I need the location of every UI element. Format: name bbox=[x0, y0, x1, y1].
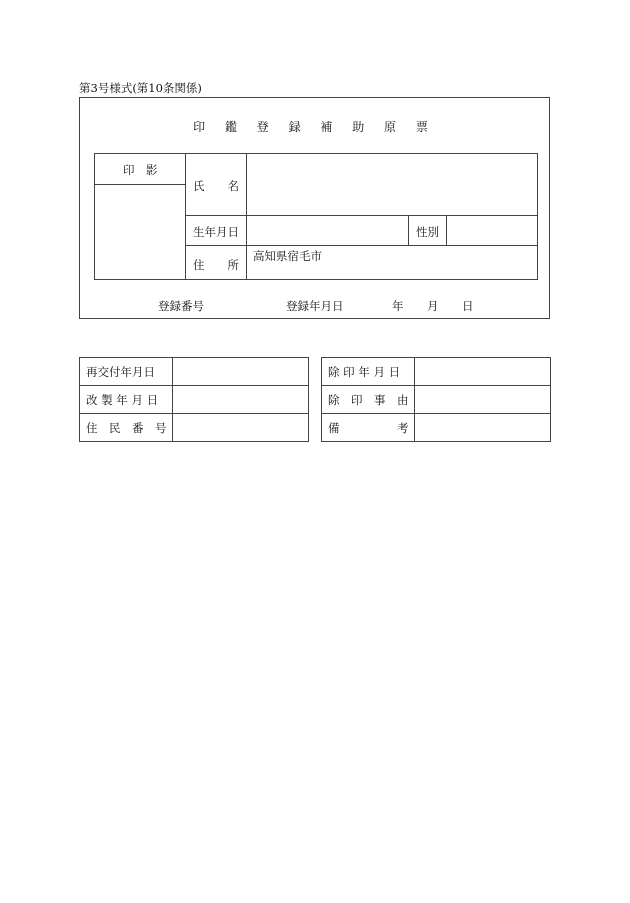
seal-impression-label: 印 影 bbox=[123, 163, 158, 177]
resident-number-label: 住 民 番 号 bbox=[80, 414, 173, 442]
name-label-cell bbox=[185, 153, 247, 216]
resident-number-field[interactable] bbox=[172, 414, 308, 442]
seal-impression-box[interactable] bbox=[94, 184, 186, 280]
reissue-date-label: 再交付年月日 bbox=[80, 358, 173, 386]
table-row bbox=[322, 358, 551, 386]
address-label: 住 所 bbox=[193, 258, 239, 272]
table-row bbox=[80, 386, 309, 414]
birthdate-field[interactable] bbox=[246, 215, 409, 246]
gender-field[interactable] bbox=[446, 215, 538, 246]
removal-reason-field[interactable] bbox=[414, 386, 550, 414]
address-value: 高知県宿毛市 bbox=[253, 249, 322, 263]
removal-reason-label: 除 印 事 由 bbox=[322, 386, 415, 414]
address-label-cell bbox=[185, 245, 247, 280]
table-row bbox=[322, 386, 551, 414]
table-row bbox=[80, 414, 309, 442]
reissue-date-field[interactable] bbox=[172, 358, 308, 386]
form-title: 印 鑑 登 録 補 助 原 票 bbox=[193, 120, 436, 134]
birthdate-label-cell bbox=[185, 215, 247, 246]
gender-label: 性別 bbox=[416, 225, 439, 239]
revision-date-field[interactable] bbox=[172, 386, 308, 414]
table-row bbox=[80, 358, 309, 386]
registration-number-label: 登録番号 bbox=[158, 299, 204, 313]
reissue-table bbox=[79, 357, 309, 442]
revision-date-label: 改 製 年 月 日 bbox=[80, 386, 173, 414]
year-label: 年 bbox=[392, 299, 404, 313]
gender-label-cell bbox=[408, 215, 447, 246]
removal-date-field[interactable] bbox=[414, 358, 550, 386]
month-label: 月 bbox=[427, 299, 439, 313]
name-field[interactable] bbox=[246, 153, 538, 216]
address-field[interactable] bbox=[246, 245, 538, 280]
registration-date-label: 登録年月日 bbox=[286, 299, 344, 313]
table-row bbox=[322, 414, 551, 442]
remarks-field[interactable] bbox=[414, 414, 550, 442]
removal-date-label: 除 印 年 月 日 bbox=[322, 358, 415, 386]
remarks-label: 備 考 bbox=[322, 414, 415, 442]
removal-table bbox=[321, 357, 551, 442]
name-label: 氏 名 bbox=[193, 179, 239, 193]
day-label: 日 bbox=[462, 299, 474, 313]
birthdate-label: 生年月日 bbox=[193, 225, 239, 239]
form-number-label: 第3号様式(第10条関係) bbox=[79, 81, 202, 95]
seal-impression-header bbox=[94, 153, 186, 185]
